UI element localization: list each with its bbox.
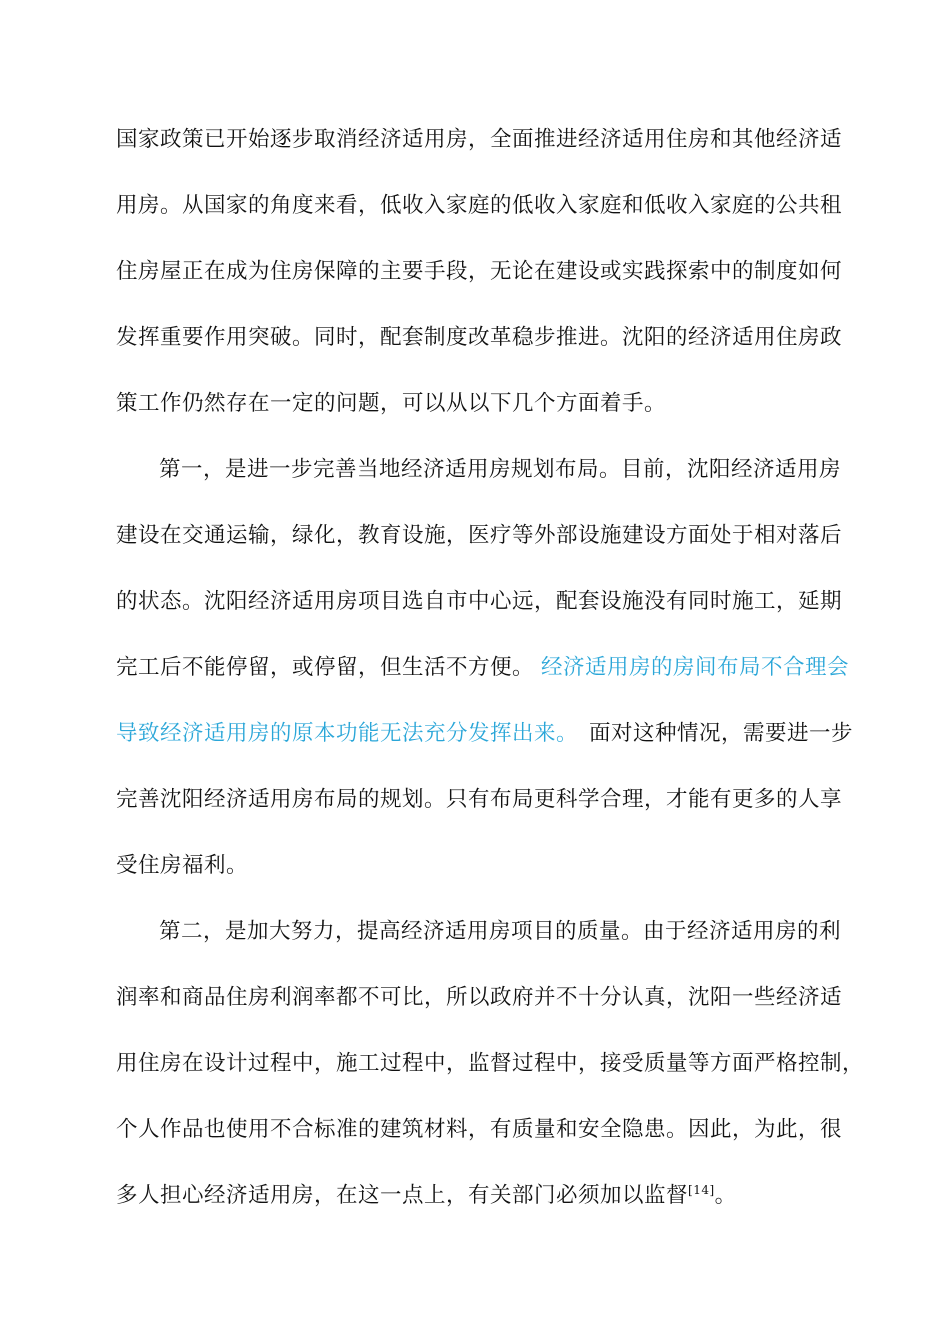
- text-line: [0, 252, 950, 292]
- line-text: 建设在交通运输，绿化，教育设施，医疗等外部设施建设方面处于相对落后: [116, 523, 843, 548]
- line-text-body: 多人担心经济适用房，在这一点上，有关部门必须加以监督: [116, 1183, 689, 1208]
- text-line: [0, 450, 950, 490]
- text-line: [0, 318, 950, 358]
- line-text: 面对这种情况，需要进一步: [589, 721, 854, 746]
- highlighted-text: 导致经济适用房的原本功能无法充分发挥出来。: [116, 721, 579, 746]
- text-line: [0, 120, 950, 160]
- text-line: [0, 1110, 950, 1150]
- text-line: [0, 912, 950, 952]
- line-text: 发挥重要作用突破。同时，配套制度改革稳步推进。沈阳的经济适用住房政: [116, 325, 843, 350]
- text-line: [0, 1176, 950, 1216]
- line-text: [116, 1176, 737, 1216]
- citation-ref: [14]: [688, 1182, 715, 1197]
- text-line: [0, 714, 950, 754]
- line-text: 国家政策已开始逐步取消经济适用房，全面推进经济适用住房和其他经济适: [116, 127, 843, 152]
- line-text: 第一，是进一步完善当地经济适用房规划布局。目前，沈阳经济适用房: [159, 457, 842, 482]
- text-line: [0, 186, 950, 226]
- line-text: 用住房在设计过程中，施工过程中，监督过程中，接受质量等方面严格控制，: [116, 1051, 865, 1076]
- line-text: 的状态。沈阳经济适用房项目选自市中心远，配套设施没有同时施工，延期: [116, 589, 843, 614]
- line-text: 完工后不能停留，或停留，但生活不方便。: [116, 655, 535, 680]
- text-line: [0, 516, 950, 556]
- line-text: 个人作品也使用不合标准的建筑材料，有质量和安全隐患。因此，为此，很: [116, 1117, 843, 1142]
- end-punctuation: 。: [714, 1183, 737, 1208]
- text-line: [0, 1044, 950, 1084]
- line-text: 用房。从国家的角度来看，低收入家庭的低收入家庭和低收入家庭的公共租: [116, 193, 843, 218]
- text-line: [0, 780, 950, 820]
- line-text: 第二，是加大努力，提高经济适用房项目的质量。由于经济适用房的利: [159, 919, 842, 944]
- line-text: 住房屋正在成为住房保障的主要手段，无论在建设或实践探索中的制度如何: [116, 259, 843, 284]
- text-line: [0, 384, 950, 424]
- line-text: 完善沈阳经济适用房布局的规划。只有布局更科学合理，才能有更多的人享: [116, 787, 843, 812]
- text-line: [0, 978, 950, 1018]
- text-line: [0, 648, 950, 688]
- text-line: [0, 582, 950, 622]
- line-text: 润率和商品住房利润率都不可比，所以政府并不十分认真，沈阳一些经济适: [116, 985, 843, 1010]
- text-line: [0, 846, 950, 886]
- line-text: 受住房福利。: [116, 853, 249, 878]
- highlighted-text: 经济适用房的房间布局不合理会: [541, 655, 850, 680]
- line-text: 策工作仍然存在一定的问题，可以从以下几个方面着手。: [116, 391, 667, 416]
